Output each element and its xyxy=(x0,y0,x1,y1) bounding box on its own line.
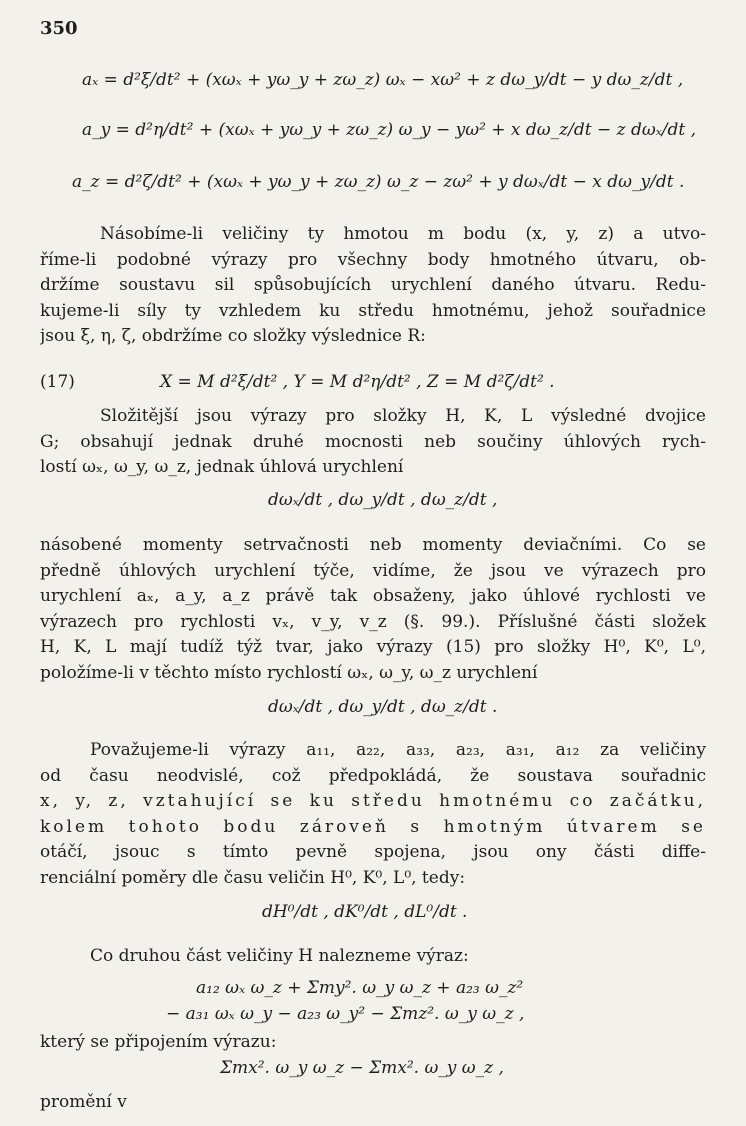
equation-a-x: aₓ = d²ξ/dt² + (xωₓ + yω_y + zω_z) ωₓ − xω² + z dω_y/dt − y dω_z/dt , xyxy=(82,70,684,90)
paragraph-1 xyxy=(40,222,706,350)
text-line: výrazech pro rychlosti vₓ, v_y, v_z (§. 99.). Příslušné části složek xyxy=(40,611,706,632)
text-line: urychlení aₓ, a_y, a_z právě tak obsaženy, jako úhlové rychlosti ve xyxy=(40,586,706,607)
text-line: G; obsahují jednak druhé mocnosti neb součiny úhlových rych- xyxy=(40,431,706,452)
text-line: položíme-li v těchto místo rychlostí ωₓ, ω_y, ω_z urychlení xyxy=(40,662,538,683)
paragraph-5 xyxy=(40,944,706,970)
text-line: předně úhlových urychlení týče, vidíme, že jsou ve výrazech pro xyxy=(40,560,706,581)
expression-line-3: Σmx². ω_y ω_z − Σmx². ω_y ω_z , xyxy=(220,1058,504,1078)
paragraph-4 xyxy=(40,738,706,892)
equation-17: X = M d²ξ/dt² , Y = M d²η/dt² , Z = M d²ζ/dt² . xyxy=(160,372,555,392)
equation-a-y: a_y = d²η/dt² + (xωₓ + yω_y + zω_z) ω_y − yω² + x dω_z/dt − z dωₓ/dt , xyxy=(82,120,697,140)
text-line: od času neodvislé, což předpokládá, že soustava souřadnic xyxy=(40,765,706,786)
equation-a-z: a_z = d²ζ/dt² + (xωₓ + yω_y + zω_z) ω_z − zω² + y dωₓ/dt − x dω_y/dt . xyxy=(72,172,685,192)
text-line: násobené momenty setrvačnosti neb momenty deviačními. Co se xyxy=(40,535,706,555)
text-line: renciální poměry dle času veličin H⁰, K⁰, L⁰, tedy: xyxy=(40,867,466,888)
paragraph-7 xyxy=(40,1090,706,1116)
text-line: Složitější jsou výrazy pro složky H, K, L výsledné dvojice xyxy=(100,406,706,426)
text-line: který se připojením výrazu: xyxy=(40,1032,277,1052)
paragraph-2 xyxy=(40,404,706,481)
text-line: lostí ωₓ, ω_y, ω_z, jednak úhlová urychlení xyxy=(40,457,404,478)
text-line: promění v xyxy=(40,1092,127,1112)
text-line-spaced: kolem tohoto bodu zároveň s hmotným útvarem se xyxy=(40,816,706,837)
text-line: říme-li podobné výrazy pro všechny body hmotného útvaru, ob- xyxy=(40,249,706,270)
equation-label: (17) xyxy=(40,372,75,392)
fraction-block-1: dωₓ/dt , dω_y/dt , dω_z/dt , xyxy=(268,490,498,510)
fraction-block-3: dH⁰/dt , dK⁰/dt , dL⁰/dt . xyxy=(262,902,468,922)
page-number: 350 xyxy=(40,18,78,39)
expression-line-2: − a₃₁ ωₓ ω_y − a₂₃ ω_y² − Σmz². ω_y ω_z , xyxy=(166,1004,525,1024)
text-line: Co druhou část veličiny H nalezneme výraz: xyxy=(90,946,469,966)
paragraph-6 xyxy=(40,1030,706,1056)
text-line: Násobíme-li veličiny ty hmotou m bodu (x, y, z) a utvo- xyxy=(100,224,706,244)
paragraph-3 xyxy=(40,533,706,687)
text-line: H, K, L mají tudíž týž tvar, jako výrazy (15) pro složky H⁰, K⁰, L⁰, xyxy=(40,637,706,658)
text-line-spaced: x, y, z, vztahující se ku středu hmotnému co začátku, xyxy=(40,791,706,812)
text-line: kujeme-li síly ty vzhledem ku středu hmotnému, jehož souřadnice xyxy=(40,300,706,321)
text-line: Považujeme-li výrazy a₁₁, a₂₂, a₃₃, a₂₃, a₃₁, a₁₂ za veličiny xyxy=(90,740,706,760)
text-line: otáčí, jsouc s tímto pevně spojena, jsou ony části diffe- xyxy=(40,842,706,863)
text-line: držíme soustavu sil spůsobujících urychlení daného útvaru. Redu- xyxy=(40,275,706,296)
expression-line-1: a₁₂ ωₓ ω_z + Σmy². ω_y ω_z + a₂₃ ω_z² xyxy=(196,978,524,998)
text-line: jsou ξ, η, ζ, obdržíme co složky výslednice R: xyxy=(40,326,426,347)
fraction-block-2: dωₓ/dt , dω_y/dt , dω_z/dt . xyxy=(268,697,498,717)
